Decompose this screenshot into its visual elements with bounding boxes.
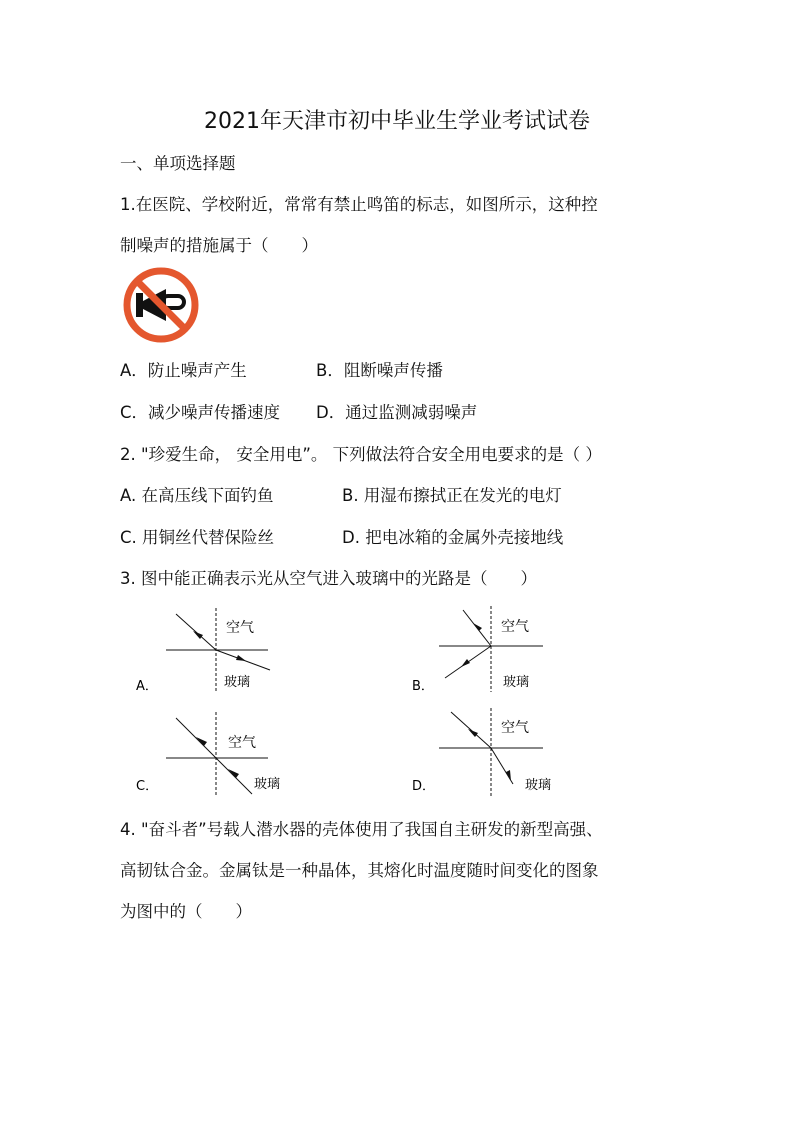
question-1-stem-line2: 制噪声的措施属于（ ） xyxy=(120,236,318,255)
ray-diagram-a xyxy=(130,604,290,696)
section-heading: 一、单项选择题 xyxy=(120,154,236,173)
question-3-stem: 3. 图中能正确表示光从空气进入玻璃中的光路是（ ） xyxy=(120,569,537,588)
ray-diagram-c xyxy=(130,704,300,800)
question-2-stem: 2. "珍爱生命， 安全用电”。 下列做法符合安全用电要求的是（ ） xyxy=(120,445,602,464)
diagram-d-label: D． xyxy=(412,779,436,794)
diagram-c-air-label: 空气 xyxy=(228,735,256,751)
diagram-b-glass-label: 玻璃 xyxy=(503,675,530,690)
diagram-d-glass-label: 玻璃 xyxy=(525,778,552,793)
question-2-option-d: D. 把电冰箱的金属外壳接地线 xyxy=(342,528,564,547)
question-4-stem-line3: 为图中的（ ） xyxy=(120,902,252,921)
question-4-stem-line1: 4. "奋斗者”号载人潜水器的壳体使用了我国自主研发的新型高强、 xyxy=(120,820,603,839)
question-2-option-b: B. 用湿布擦拭正在发光的电灯 xyxy=(342,486,562,505)
question-1-option-d: D．通过监测减弱噪声 xyxy=(316,403,478,422)
diagram-a-air-label: 空气 xyxy=(226,620,254,636)
question-1-option-c: C．减少噪声传播速度 xyxy=(120,403,281,422)
diagram-a-glass-label: 玻璃 xyxy=(224,675,251,690)
diagram-b-label: B． xyxy=(412,679,434,694)
diagram-a-label: A． xyxy=(136,679,158,694)
ray-diagram-d xyxy=(405,704,575,800)
no-horn-sign-icon xyxy=(122,266,200,344)
diagram-c-glass-label: 玻璃 xyxy=(254,777,281,792)
question-2-option-a: A. 在高压线下面钓鱼 xyxy=(120,486,274,505)
question-1-option-b: B．阻断噪声传播 xyxy=(316,361,443,380)
question-1-option-a: A．防止噪声产生 xyxy=(120,361,247,380)
question-1-stem-line1: 1.在医院、学校附近，常常有禁止鸣笛的标志，如图所示，这种控 xyxy=(120,195,598,214)
ray-diagram-b xyxy=(405,604,565,696)
diagram-c-label: C． xyxy=(136,779,159,794)
question-2-option-c: C. 用铜丝代替保险丝 xyxy=(120,528,275,547)
diagram-b-air-label: 空气 xyxy=(501,619,529,635)
page-title: 2021年天津市初中毕业生学业考试试卷 xyxy=(204,109,590,134)
question-4-stem-line2: 高韧钛合金。金属钛是一种晶体，其熔化时温度随时间变化的图象 xyxy=(120,861,599,880)
diagram-d-air-label: 空气 xyxy=(501,720,529,736)
